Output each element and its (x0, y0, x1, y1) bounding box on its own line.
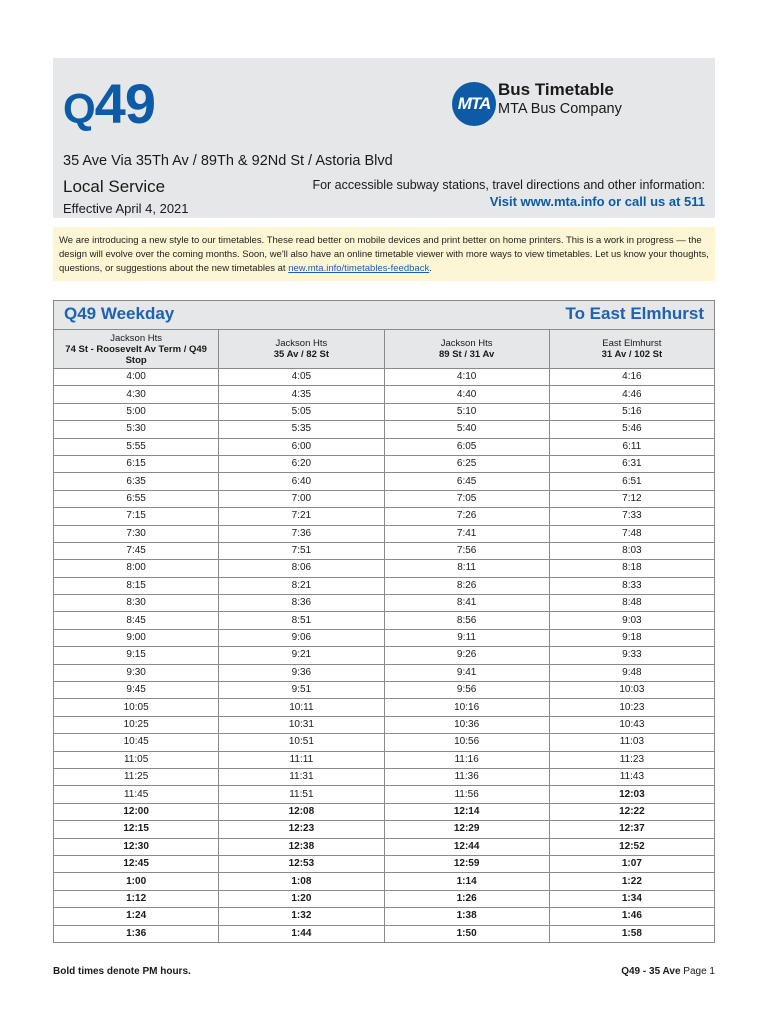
time-cell: 7:00 (219, 490, 384, 507)
mta-logo-icon: MTA (452, 82, 496, 126)
time-cell: 1:20 (219, 890, 384, 907)
time-cell: 9:30 (54, 664, 219, 681)
accessibility-info: For accessible subway stations, travel directions and other information: (312, 178, 705, 192)
time-cell: 6:51 (549, 473, 714, 490)
time-cell: 11:23 (549, 751, 714, 768)
time-cell: 11:25 (54, 768, 219, 785)
time-cell: 12:37 (549, 821, 714, 838)
time-cell: 6:00 (219, 438, 384, 455)
table-row (54, 403, 715, 420)
time-cell: 1:22 (549, 873, 714, 890)
time-cell: 9:18 (549, 629, 714, 646)
time-cell: 12:29 (384, 821, 549, 838)
time-cell: 12:44 (384, 838, 549, 855)
column-header: Jackson Hts 89 St / 31 Av (384, 330, 549, 369)
time-cell: 9:15 (54, 647, 219, 664)
time-cell: 1:44 (219, 925, 384, 942)
time-cell: 5:30 (54, 421, 219, 438)
table-row (54, 421, 715, 438)
time-cell: 5:16 (549, 403, 714, 420)
time-cell: 7:26 (384, 508, 549, 525)
time-cell: 1:08 (219, 873, 384, 890)
table-row (54, 455, 715, 472)
time-cell: 9:26 (384, 647, 549, 664)
table-row (54, 821, 715, 838)
time-cell: 10:56 (384, 734, 549, 751)
contact-link[interactable]: Visit www.mta.info or call us at 511 (489, 194, 705, 209)
company-name: MTA Bus Company (498, 101, 622, 117)
table-row (54, 612, 715, 629)
time-cell: 8:45 (54, 612, 219, 629)
time-cell: 1:34 (549, 890, 714, 907)
time-cell: 8:03 (549, 542, 714, 559)
time-cell: 8:36 (219, 595, 384, 612)
table-row (54, 768, 715, 785)
time-cell: 7:12 (549, 490, 714, 507)
time-cell: 6:20 (219, 455, 384, 472)
table-row (54, 560, 715, 577)
time-cell: 8:11 (384, 560, 549, 577)
time-cell: 7:36 (219, 525, 384, 542)
schedule-title: Q49 Weekday (64, 304, 175, 323)
time-cell: 5:46 (549, 421, 714, 438)
time-cell: 10:05 (54, 699, 219, 716)
time-cell: 4:00 (54, 369, 219, 386)
time-cell: 8:30 (54, 595, 219, 612)
time-cell: 11:45 (54, 786, 219, 803)
time-cell: 7:56 (384, 542, 549, 559)
document-title: Bus Timetable (498, 80, 614, 99)
table-row (54, 595, 715, 612)
time-cell: 8:06 (219, 560, 384, 577)
time-cell: 7:48 (549, 525, 714, 542)
time-cell: 5:55 (54, 438, 219, 455)
time-cell: 12:30 (54, 838, 219, 855)
time-cell: 1:14 (384, 873, 549, 890)
time-cell: 11:36 (384, 768, 549, 785)
time-cell: 7:51 (219, 542, 384, 559)
time-cell: 11:31 (219, 768, 384, 785)
time-cell: 7:15 (54, 508, 219, 525)
time-cell: 4:10 (384, 369, 549, 386)
time-cell: 5:00 (54, 403, 219, 420)
time-cell: 12:59 (384, 855, 549, 872)
table-row (54, 629, 715, 646)
time-cell: 7:30 (54, 525, 219, 542)
time-cell: 11:43 (549, 768, 714, 785)
time-cell: 6:45 (384, 473, 549, 490)
table-row (54, 751, 715, 768)
time-cell: 9:33 (549, 647, 714, 664)
table-row (54, 577, 715, 594)
time-cell: 9:45 (54, 682, 219, 699)
time-cell: 11:51 (219, 786, 384, 803)
schedule-body (54, 369, 715, 943)
time-cell: 10:43 (549, 716, 714, 733)
timetable (53, 300, 715, 943)
time-cell: 1:26 (384, 890, 549, 907)
time-cell: 8:00 (54, 560, 219, 577)
table-row (54, 855, 715, 872)
time-cell: 11:05 (54, 751, 219, 768)
time-cell: 8:56 (384, 612, 549, 629)
time-cell: 4:05 (219, 369, 384, 386)
time-cell: 7:41 (384, 525, 549, 542)
time-cell: 1:38 (384, 908, 549, 925)
table-row (54, 369, 715, 386)
time-cell: 1:50 (384, 925, 549, 942)
time-cell: 12:03 (549, 786, 714, 803)
time-cell: 8:26 (384, 577, 549, 594)
time-cell: 4:16 (549, 369, 714, 386)
time-cell: 5:10 (384, 403, 549, 420)
time-cell: 10:36 (384, 716, 549, 733)
time-cell: 6:25 (384, 455, 549, 472)
time-cell: 1:32 (219, 908, 384, 925)
time-cell: 4:35 (219, 386, 384, 403)
table-row (54, 873, 715, 890)
time-cell: 10:11 (219, 699, 384, 716)
time-cell: 9:56 (384, 682, 549, 699)
table-row (54, 803, 715, 820)
time-cell: 9:51 (219, 682, 384, 699)
time-cell: 6:35 (54, 473, 219, 490)
time-cell: 12:23 (219, 821, 384, 838)
time-cell: 8:15 (54, 577, 219, 594)
time-cell: 10:03 (549, 682, 714, 699)
time-cell: 4:46 (549, 386, 714, 403)
time-cell: 12:15 (54, 821, 219, 838)
table-row (54, 525, 715, 542)
table-row (54, 925, 715, 942)
timetable-title-bar (53, 300, 715, 329)
time-cell: 10:31 (219, 716, 384, 733)
time-cell: 8:21 (219, 577, 384, 594)
time-cell: 6:40 (219, 473, 384, 490)
table-row (54, 438, 715, 455)
table-row (54, 734, 715, 751)
column-header: East Elmhurst 31 Av / 102 St (549, 330, 714, 369)
table-row (54, 542, 715, 559)
time-cell: 9:48 (549, 664, 714, 681)
schedule-table (53, 329, 715, 943)
time-cell: 5:35 (219, 421, 384, 438)
feedback-link[interactable]: new.mta.info/timetables-feedback (288, 263, 430, 274)
table-row (54, 908, 715, 925)
table-row (54, 508, 715, 525)
time-cell: 12:00 (54, 803, 219, 820)
time-cell: 6:31 (549, 455, 714, 472)
time-cell: 10:16 (384, 699, 549, 716)
time-cell: 7:33 (549, 508, 714, 525)
time-cell: 1:00 (54, 873, 219, 890)
time-cell: 11:11 (219, 751, 384, 768)
column-header: Jackson Hts 35 Av / 82 St (219, 330, 384, 369)
direction-label: To East Elmhurst (565, 304, 704, 323)
time-cell: 12:52 (549, 838, 714, 855)
time-cell: 9:21 (219, 647, 384, 664)
route-number: Q49 (63, 72, 155, 135)
table-row (54, 386, 715, 403)
table-row (54, 786, 715, 803)
table-row (54, 890, 715, 907)
time-cell: 1:58 (549, 925, 714, 942)
time-cell: 7:45 (54, 542, 219, 559)
time-cell: 10:23 (549, 699, 714, 716)
time-cell: 4:30 (54, 386, 219, 403)
time-cell: 9:41 (384, 664, 549, 681)
time-cell: 10:45 (54, 734, 219, 751)
time-cell: 12:14 (384, 803, 549, 820)
time-cell: 1:12 (54, 890, 219, 907)
table-row (54, 699, 715, 716)
time-cell: 11:03 (549, 734, 714, 751)
time-cell: 6:11 (549, 438, 714, 455)
time-cell: 8:18 (549, 560, 714, 577)
service-type: Local Service (63, 177, 166, 196)
time-cell: 9:00 (54, 629, 219, 646)
timetable-header (53, 58, 715, 218)
notice-banner: We are introducing a new style to our timetables. These read better on mobile devices and print better on home printers. This is a work in progress — the design will evolve over the coming months. Soon, we'll also have an online timetable viewer with more ways to view timetables. Let us know your thoughts, questions, or suggestions about the new timetables at new.mta.info/timetables-feedback. (53, 227, 715, 281)
time-cell: 5:05 (219, 403, 384, 420)
column-header-row (54, 330, 715, 369)
effective-date: Effective April 4, 2021 (63, 201, 189, 216)
table-row (54, 647, 715, 664)
table-row (54, 490, 715, 507)
table-row (54, 473, 715, 490)
page-footer: Q49 - 35 Ave Page 1 (621, 966, 715, 977)
time-cell: 1:46 (549, 908, 714, 925)
time-cell: 11:16 (384, 751, 549, 768)
time-cell: 8:48 (549, 595, 714, 612)
time-cell: 1:24 (54, 908, 219, 925)
time-cell: 1:36 (54, 925, 219, 942)
table-row (54, 716, 715, 733)
time-cell: 10:51 (219, 734, 384, 751)
time-cell: 8:41 (384, 595, 549, 612)
notice-text: We are introducing a new style to our timetables. These read better on mobile devices and print better on home printers. This is a work in progress — the design will evolve over the coming months. Soon, we'll also have an online timetable viewer with more ways to view timetables. Let us know your thoughts, questions, or suggestions about the new timetables at (59, 235, 709, 274)
time-cell: 9:03 (549, 612, 714, 629)
time-cell: 7:05 (384, 490, 549, 507)
time-cell: 12:08 (219, 803, 384, 820)
table-row (54, 838, 715, 855)
time-cell: 10:25 (54, 716, 219, 733)
time-cell: 9:11 (384, 629, 549, 646)
time-cell: 1:07 (549, 855, 714, 872)
time-cell: 9:06 (219, 629, 384, 646)
time-cell: 6:55 (54, 490, 219, 507)
time-cell: 12:53 (219, 855, 384, 872)
table-row (54, 664, 715, 681)
time-cell: 4:40 (384, 386, 549, 403)
pm-note: Bold times denote PM hours. (53, 966, 191, 977)
time-cell: 12:45 (54, 855, 219, 872)
time-cell: 12:22 (549, 803, 714, 820)
time-cell: 6:15 (54, 455, 219, 472)
time-cell: 12:38 (219, 838, 384, 855)
time-cell: 7:21 (219, 508, 384, 525)
time-cell: 5:40 (384, 421, 549, 438)
time-cell: 8:33 (549, 577, 714, 594)
time-cell: 8:51 (219, 612, 384, 629)
table-row (54, 682, 715, 699)
route-description: 35 Ave Via 35Th Av / 89Th & 92Nd St / Astoria Blvd (63, 153, 393, 169)
time-cell: 9:36 (219, 664, 384, 681)
column-header: Jackson Hts 74 St - Roosevelt Av Term / Q49 Stop (54, 330, 219, 369)
time-cell: 11:56 (384, 786, 549, 803)
time-cell: 6:05 (384, 438, 549, 455)
